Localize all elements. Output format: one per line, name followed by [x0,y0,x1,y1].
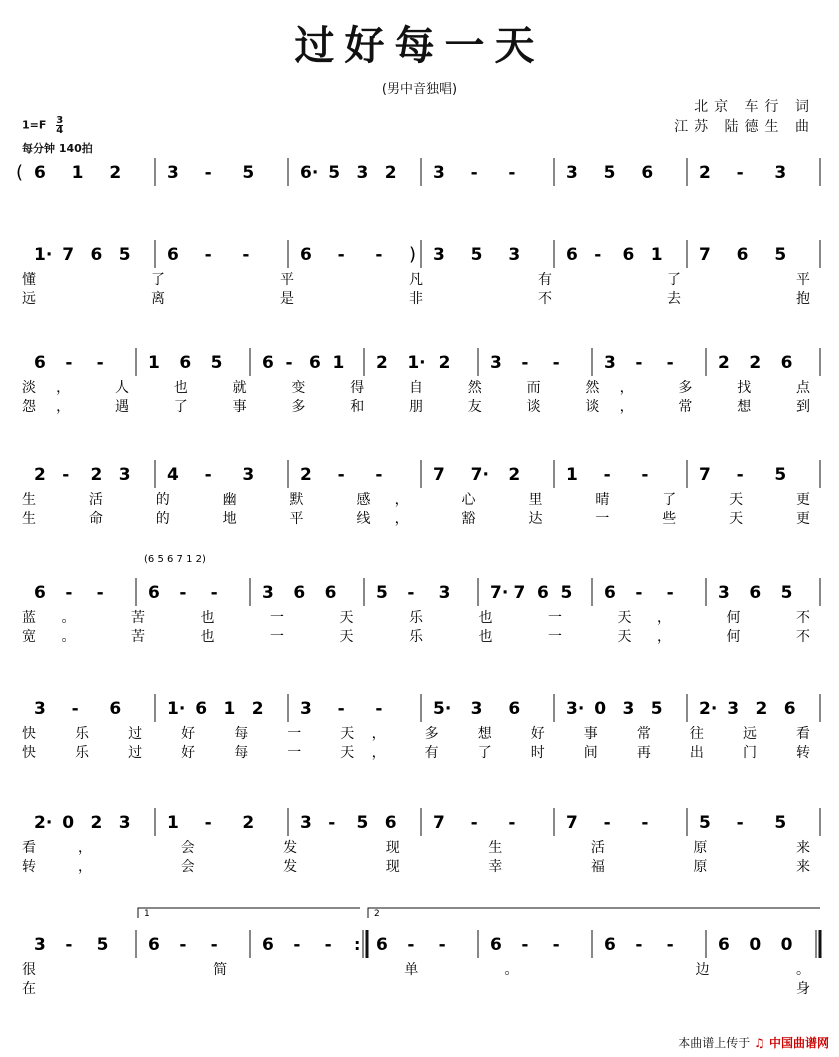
note: - [508,163,516,183]
time-denominator: 4 [56,125,64,136]
note: 6 [34,353,46,373]
note: - [328,813,336,833]
note: 1 [148,353,160,373]
note: - [407,935,415,955]
note: - [375,699,383,719]
lyric-line: 在 身 [22,981,810,997]
note: 5 [774,813,787,833]
note: 3 [433,163,445,183]
note: 6 [780,353,793,373]
site-name: 中国曲谱网 [768,1036,829,1050]
note: - [179,583,187,603]
song-subtitle: (男中音独唱) [381,82,458,97]
note: 2 [718,353,730,373]
note: - [96,353,104,373]
note: 6 [262,353,274,373]
note: 6 [309,353,321,373]
lyric-line: 怨， 遇 了 事 多 和 朋 友 谈 谈， 常 想 到 [22,399,810,415]
note: - [736,465,744,485]
note: 6 [508,699,521,719]
lyric-line: 转， 会 发 现 幸 福 原 来 [22,859,811,875]
note: - [204,163,212,183]
note: 6 [622,245,635,265]
note: 2 [508,465,521,485]
intro-close-paren: ) [409,244,417,265]
site-logo: ♫ 中国曲谱网 [754,1036,829,1050]
lyricist-credit: 北京 车行 词 [694,99,815,115]
note: 7· [470,465,489,485]
note: 6 [604,935,616,955]
note: 6 [293,583,306,603]
note: - [552,353,560,373]
lyric-line: 看， 会 发 现 生 活 原 来 [22,840,811,856]
note: 1 [650,245,663,265]
note: 3 [490,353,502,373]
note: 5 [650,699,663,719]
note: 4 [167,465,179,485]
note: 1· [407,353,426,373]
note: 6 [490,935,502,955]
note: 6 [34,163,46,183]
lyric-line: 蓝。 苦 也 一 天 乐 也 一 天， 何 不 [22,610,810,626]
lyric-line: 快 乐 过 好 每 一 天， 多 想 好 事 常 往 远 看 [22,726,810,742]
note: 0 [780,935,793,955]
note: 6 [148,583,160,603]
note: - [324,935,332,955]
note: 7 [566,813,578,833]
note: 5 [780,583,793,603]
note: 2 [242,813,255,833]
note: - [641,813,649,833]
note: 6 [736,245,749,265]
note: 0 [594,699,607,719]
note: 5 [774,245,787,265]
note: - [293,935,301,955]
note: 6 [749,583,762,603]
note: 5 [118,245,131,265]
note: 3 [566,163,578,183]
lyric-line: 淡， 人 也 就 变 得 自 然 而 然， 多 找 点 [22,380,810,396]
note: - [375,465,383,485]
note: 2 [34,465,46,485]
repeat-colon: : [354,935,361,954]
note: 7 [513,583,526,603]
note: - [210,935,218,955]
note: 2 [300,465,312,485]
note: 5 [560,583,573,603]
note: 3 [242,465,255,485]
note: 6 [109,699,122,719]
note: 7 [62,245,75,265]
note: 6 [384,813,397,833]
note: 5 [774,465,787,485]
lyric-line: 快 乐 过 好 每 一 天， 有 了 时 间 再 出 门 转 [22,745,810,761]
note: 6· [300,163,319,183]
note: 2 [109,163,122,183]
note: 6 [604,583,616,603]
note: 5 [470,245,483,265]
note: - [666,583,674,603]
note: 3 [508,245,521,265]
note: 2 [90,465,103,485]
note: - [635,583,643,603]
composer-credit: 江苏 陆德生 曲 [674,119,815,135]
note: - [666,353,674,373]
lyric-line: 懂 了 平 凡 有 了 平 [22,272,810,288]
note: 6 [718,935,730,955]
note: - [603,813,611,833]
note: 6 [537,583,549,603]
note: 5 [210,353,223,373]
note: - [666,935,674,955]
note: 5 [96,935,109,955]
note: - [204,245,212,265]
note: 5 [376,583,388,603]
note: 6 [262,935,274,955]
note: 3 [718,583,730,603]
note: 6 [566,245,578,265]
upload-footer [678,1034,829,1051]
note: - [375,245,383,265]
song-title: 过好每一天 [294,22,545,69]
note: - [179,935,187,955]
note: - [470,813,478,833]
note: - [470,163,478,183]
note: - [521,935,529,955]
lyric-line: 宽。 苦 也 一 天 乐 也 一 天， 何 不 [22,629,810,645]
note: - [521,353,529,373]
note: 3 [118,465,131,485]
time-numerator: 3 [56,115,64,126]
grace-notes: (6 5 6 7 1 2) [144,554,206,565]
note: - [337,465,345,485]
note: 2· [34,813,53,833]
lyric-line: 远 离 是 非 不 去 抱 [22,291,810,307]
note: - [508,813,516,833]
note: 3 [167,163,179,183]
note: 3 [622,699,635,719]
tempo-marking: 每分钟 140拍 [22,142,93,155]
note: 5 [328,163,341,183]
note: 0 [749,935,762,955]
note: 7 [699,245,711,265]
note: 7 [433,813,445,833]
note: 3 [727,699,740,719]
lyric-line: 很 简 单。 边。 [22,962,810,978]
note: - [337,699,345,719]
note: - [204,813,212,833]
note: - [65,935,73,955]
note: 3 [34,935,46,955]
note: - [210,583,218,603]
note: 2 [90,813,103,833]
volta-bracket-2 [368,908,820,918]
note: 3 [300,813,312,833]
note: 3 [34,699,46,719]
note: 3 [300,699,312,719]
note: 5 [242,163,255,183]
note: 2 [755,699,768,719]
note: 2· [699,699,718,719]
note: 3 [356,163,369,183]
note: 2 [384,163,397,183]
note: 6 [300,245,312,265]
note: - [736,813,744,833]
note: 1 [223,699,236,719]
note: 7· [490,583,509,603]
note: - [337,245,345,265]
volta-number-1: 1 [144,909,150,919]
volta-bracket-1 [138,908,360,918]
note: - [438,935,446,955]
note: - [407,583,415,603]
upload-text: 本曲谱上传于 [678,1036,751,1050]
note: - [62,465,70,485]
note: 3 [262,583,274,603]
note: 6 [376,935,388,955]
note: 1 [71,163,84,183]
note: - [65,583,73,603]
note: 3 [433,245,445,265]
note: 1 [332,353,345,373]
note: 5 [603,163,616,183]
note: 6 [641,163,654,183]
note: 2 [376,353,388,373]
lyric-line: 生 活 的 幽 默 感， 心 里 晴 了 天 更 [22,492,811,508]
note: 6 [195,699,208,719]
note: - [204,465,212,485]
note: 2 [251,699,264,719]
note: 5 [699,813,711,833]
note: - [96,583,104,603]
note: - [635,353,643,373]
note: - [641,465,649,485]
note: 2 [749,353,762,373]
note: 7 [433,465,445,485]
note: 6 [324,583,337,603]
note: 6 [148,935,160,955]
note: 2 [699,163,711,183]
note: 3 [604,353,616,373]
intro-paren: ( [16,162,24,183]
note: 1 [167,813,179,833]
note: - [594,245,602,265]
note: 6 [90,245,103,265]
key-prefix: 1=F [22,118,47,132]
note: - [552,935,560,955]
note: 3· [566,699,585,719]
note: 3 [774,163,787,183]
note: - [736,163,744,183]
note: - [71,699,79,719]
note: 1 [566,465,578,485]
note: 6 [179,353,192,373]
note: 1· [167,699,186,719]
note: 5· [433,699,452,719]
note: - [242,245,250,265]
note: 7 [699,465,711,485]
note: 2 [438,353,451,373]
note: 6 [783,699,796,719]
lyric-line: 生 命 的 地 平 线， 豁 达 一 些 天 更 [22,511,811,527]
note: - [603,465,611,485]
note: 3 [438,583,451,603]
note: - [285,353,293,373]
note: 5 [356,813,369,833]
volta-number-2: 2 [374,909,380,919]
note: 1· [34,245,53,265]
note: 0 [62,813,75,833]
note: 6 [34,583,46,603]
note: 6 [167,245,179,265]
note: 3 [118,813,131,833]
note: 3 [470,699,483,719]
note: - [65,353,73,373]
note: - [635,935,643,955]
